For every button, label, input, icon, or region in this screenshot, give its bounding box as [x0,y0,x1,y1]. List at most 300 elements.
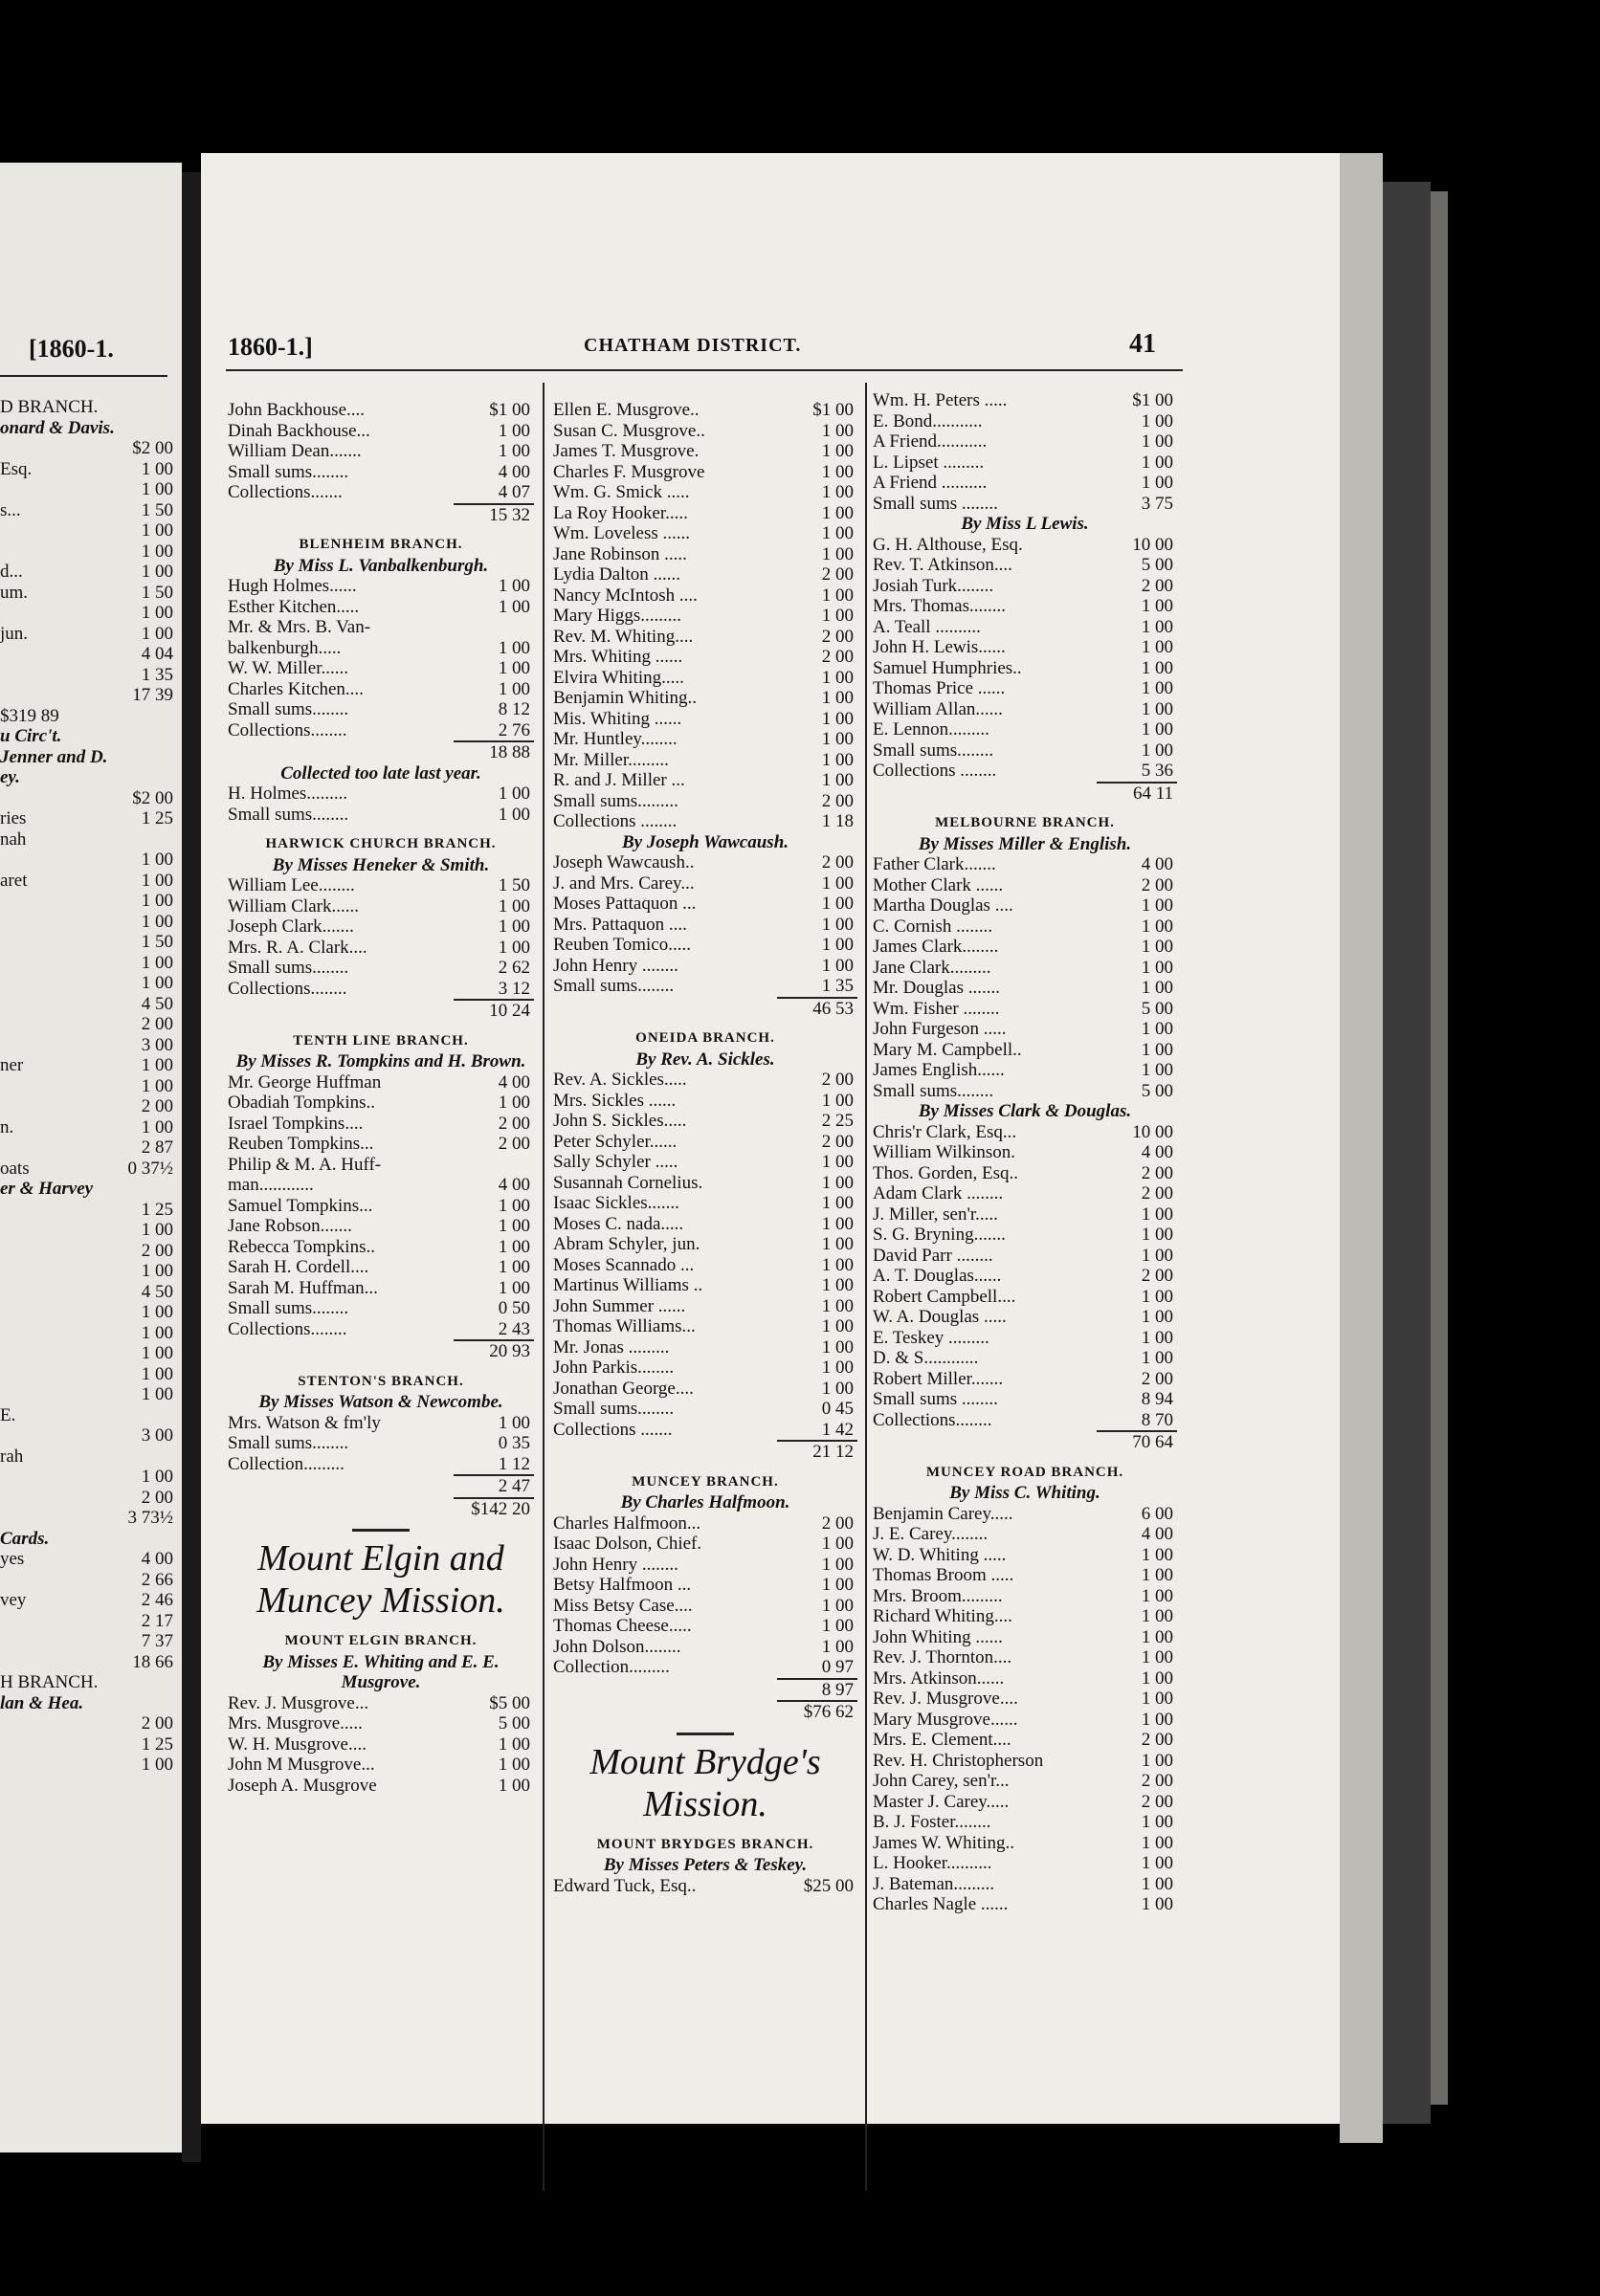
ledger-row [553,1091,857,1112]
left-page-amount: 1 00 [141,1302,173,1322]
contribution-amount: 2 00 [821,790,854,811]
contributor-name: Thos. Gorden, Esq.. [873,1162,1018,1183]
left-page-text: Cards. [0,1528,50,1549]
ledger-row [873,1142,1177,1163]
left-page-row [0,1117,177,1138]
contribution-amount: 1 00 [498,576,530,596]
left-page-row [0,747,177,768]
contributor-name: William Wilkinson. [873,1142,1016,1162]
contributor-name: Mis. Whiting ...... [553,708,682,729]
contributor-name: J. and Mrs. Carey... [553,872,695,894]
ledger-row [873,1348,1177,1369]
contributor-name: Reuben Tompkins... [228,1134,374,1154]
contributor-name: Robert Miller....... [873,1368,1004,1389]
left-page-amount: 1 00 [141,520,173,541]
contribution-amount: 1 00 [1141,937,1173,957]
ledger-row [553,935,857,956]
left-page-text: Jenner and D. [0,746,108,767]
contributor-name: Nancy McIntosh .... [553,585,698,606]
contribution-amount: 2 62 [498,958,530,978]
ledger-row [553,956,857,977]
left-page-amount: 1 50 [141,932,173,952]
ledger-row [228,1278,534,1299]
ledger-row [228,1093,534,1114]
left-page-amount: 1 00 [141,541,173,562]
ledger-row [873,390,1177,411]
contribution-amount: 0 97 [821,1657,854,1677]
ledger-row [228,979,534,1000]
contributor-name: D. & S............ [873,1348,979,1368]
left-page-row [0,1631,177,1652]
contribution-amount: 2 00 [1141,1266,1173,1286]
contribution-amount: 1 00 [821,1554,854,1575]
left-page-amount: 1 35 [141,664,173,685]
contributor-name: Small sums........ [228,1433,349,1453]
contribution-amount: 1 00 [1141,657,1173,678]
left-page-text: H BRANCH. [0,1672,99,1692]
left-page-row [0,1159,177,1180]
book-cover-edge [1431,191,1448,2105]
left-page-row [0,1035,177,1056]
ledger-row [553,688,857,709]
contributor-name: Thomas Cheese..... [553,1616,692,1636]
left-page-amount: 1 00 [141,1467,173,1487]
left-page-row [0,973,177,994]
contributor-name: Collections ........ [873,761,997,781]
left-page-text: onard & Davis. [0,417,115,438]
contribution-amount: 1 00 [1141,1225,1173,1245]
left-page-row [0,1200,177,1221]
contributor-name: James T. Musgrove. [553,441,700,461]
column-1 [228,400,534,1796]
contribution-amount: 1 00 [1141,1894,1173,1914]
ledger-row [873,494,1177,515]
left-page-row [0,1364,177,1385]
collector-line: By Misses R. Tompkins and H. Brown. [235,1051,526,1071]
ledger-row [228,1257,534,1278]
ledger-row [873,719,1177,740]
contribution-amount: 1 00 [498,1195,530,1216]
contribution-amount: 1 00 [821,1295,854,1316]
ledger-row [553,852,857,873]
ledger-row [553,770,857,791]
left-page-amount: 7 37 [141,1631,173,1651]
branch-heading: ONEIDA BRANCH. [635,1030,775,1046]
ledger-row [873,1689,1177,1710]
ledger-row [553,1399,857,1420]
contributor-name: Ellen E. Musgrove.. [553,400,700,420]
ledger-row [873,637,1177,658]
ledger-row [873,1565,1177,1586]
contribution-amount: 1 00 [821,1213,854,1234]
contribution-amount: 1 00 [498,441,530,461]
ledger-row [553,1111,857,1132]
ledger-row [873,1771,1177,1792]
contributor-name: J. Miller, sen'r..... [873,1203,998,1225]
contributor-name: James W. Whiting.. [873,1832,1014,1853]
contribution-amount: 1 00 [1141,1689,1173,1709]
contributor-name: Obadiah Tompkins.. [228,1093,376,1113]
left-page-row [0,726,177,747]
contribution-amount: 2 00 [1141,575,1173,596]
left-page-row [0,1282,177,1303]
ledger-row [873,1668,1177,1689]
contributor-name: Moses Scannado ... [553,1254,695,1275]
left-page-amount: 1 00 [141,1116,173,1137]
ledger-row [873,1812,1177,1833]
ledger-row [553,873,857,894]
ledger-row [228,1175,534,1196]
ledger-row [553,976,857,997]
contribution-amount: 1 00 [821,1090,854,1111]
left-page-row [0,1302,177,1323]
ledger-row [553,1555,857,1576]
contributor-name: Rev. M. Whiting.... [553,626,694,647]
left-page-amount: 1 50 [141,499,173,520]
ledger-row [873,453,1177,474]
ledger-row [553,791,857,812]
contribution-amount: 1 00 [821,770,854,790]
contributor-name: Small sums........ [553,1399,675,1419]
left-page-amount: 1 00 [141,1055,173,1075]
contribution-amount: 1 00 [1141,1060,1173,1080]
left-page-text: um. [0,582,29,603]
subtotal: 18 88 [454,740,534,763]
contributor-name: Joseph Wawcaush.. [553,852,695,872]
left-header-rule [0,375,167,377]
ledger-row [553,1575,857,1596]
left-page-amount [115,418,186,439]
ledger-row [553,1193,857,1214]
left-page-text: Esq. [0,458,33,479]
contribution-amount: 1 00 [821,1275,854,1295]
contributor-name: Collection......... [553,1657,670,1677]
contributor-name: John Whiting ...... [873,1626,1003,1647]
ledger-row [553,1173,857,1194]
contribution-amount: 5 00 [498,1713,530,1733]
contribution-amount: 1 00 [821,708,854,729]
branch-heading: MOUNT ELGIN BRANCH. [284,1633,478,1648]
contribution-amount: 1 00 [1141,957,1173,978]
contributor-name: Sarah H. Cordell.... [228,1257,369,1277]
left-page-row [0,603,177,624]
contribution-amount: 2 76 [498,719,530,740]
contributor-name: A. T. Douglas...... [873,1266,1002,1286]
ledger-row [873,473,1177,494]
ledger-row [228,638,534,659]
contribution-amount: 1 00 [821,461,854,482]
contribution-amount: 1 00 [1141,1832,1173,1853]
left-page-row [0,994,177,1015]
contribution-amount: 1 00 [1141,1544,1173,1565]
page-number: 41 [1129,329,1156,359]
collector-line: By Misses Clark & Douglas. [918,1101,1132,1121]
left-page-amount: 1 00 [141,1075,173,1096]
contributor-name: Rev. J. Musgrove... [228,1692,369,1713]
contributor-name: Rev. J. Musgrove.... [873,1689,1018,1709]
left-page-text: rah [0,1446,24,1467]
collector-line: By Miss C. Whiting. [949,1483,1100,1503]
contribution-amount: 1 00 [821,585,854,606]
left-page-amount: 4 50 [141,993,173,1014]
mission-heading: Mount Brydge's Mission. [589,1741,821,1824]
contribution-amount: 1 00 [1141,1709,1173,1730]
mission-heading: Mount Elgin and Muncey Mission. [256,1538,505,1621]
ledger-row [553,585,857,607]
ledger-row [873,937,1177,958]
contributor-name: Small sums........ [228,804,349,825]
contributor-name: Adam Clark ........ [873,1183,1004,1203]
ledger-row [873,1586,1177,1607]
contribution-amount: 0 45 [821,1399,854,1419]
left-page-amount: 2 66 [141,1569,173,1590]
subtotal: 70 64 [1097,1430,1177,1453]
branch-heading: BLENHEIM BRANCH. [299,537,463,552]
ledger-row [228,1072,534,1093]
contribution-amount: 1 00 [498,678,530,699]
contributor-name: Reuben Tomico..... [553,935,691,955]
left-page-row [0,1611,177,1632]
contribution-amount: 1 00 [821,1254,854,1275]
ledger-row [873,1410,1177,1431]
contribution-amount: 4 00 [498,461,530,482]
contribution-amount: 1 00 [1141,1667,1173,1689]
ledger-row [553,1657,857,1678]
left-page-amount: 1 00 [141,952,173,973]
ledger-row [873,1792,1177,1813]
contributor-name: James English...... [873,1060,1005,1080]
left-page-row [0,871,177,892]
ledger-row [553,1596,857,1617]
contribution-amount: 1 00 [821,482,854,502]
contribution-amount: $5 00 [489,1692,530,1713]
contributor-name: James Clark........ [873,937,999,957]
left-page-row [0,1590,177,1611]
section-rule [677,1733,734,1735]
contribution-amount: 1 00 [821,914,854,935]
left-page-amount: 2 17 [141,1610,173,1631]
left-page-text: oats [0,1158,30,1179]
contribution-amount: 2 00 [498,1134,530,1154]
contributor-name: Peter Schyler...... [553,1131,678,1152]
left-page-row [0,1570,177,1591]
contribution-amount [456,1155,534,1176]
ledger-row [873,1328,1177,1349]
left-page-amount: 1 00 [141,603,173,623]
contributor-name: Hugh Holmes...... [228,576,357,596]
contributor-name: S. G. Bryning....... [873,1225,1006,1245]
branch-heading: MELBOURNE BRANCH. [935,815,1115,830]
contributor-name: Sally Schyler ..... [553,1152,678,1172]
left-page-row [0,1055,177,1076]
subtotal: 46 53 [777,997,857,1020]
ledger-row [228,679,534,700]
contribution-amount: 1 00 [1141,1203,1173,1225]
contribution-amount: 1 00 [821,441,854,461]
ledger-row [873,535,1177,556]
ledger-row [873,1225,1177,1246]
contribution-amount: 2 00 [1141,1368,1173,1389]
contribution-amount: 2 00 [1141,1730,1173,1750]
ledger-row [228,875,534,896]
contribution-amount: 1 00 [1141,410,1173,431]
subtotal: 8 97 [777,1678,857,1701]
ledger-row [228,958,534,979]
contributor-name: J. E. Carey........ [873,1524,989,1544]
ledger-row [228,421,534,442]
collector-line: By Misses Miller & English. [918,833,1132,854]
ledger-row [553,1513,857,1534]
contributor-name: William Allan...... [873,698,1003,719]
contribution-amount: 2 00 [1141,1791,1173,1812]
contributor-name: Wm. H. Peters ..... [873,390,1008,410]
contributor-name: Collection......... [228,1453,344,1474]
ledger-row [873,617,1177,638]
contributor-name: Mrs. Thomas........ [873,596,1006,616]
contribution-amount: 1 00 [1141,616,1173,637]
left-page-amount: 4 00 [141,1549,173,1569]
contributor-name: Martha Douglas .... [873,895,1013,916]
contributor-name: Susannah Cornelius. [553,1172,703,1193]
ledger-row [553,1337,857,1358]
ledger-row [228,896,534,917]
ledger-row [553,1152,857,1173]
ledger-row [228,1237,534,1258]
ledger-row [553,1214,857,1235]
contribution-amount: 1 00 [821,1616,854,1636]
contributor-name: E. Bond........... [873,410,983,431]
contributor-name: Rebecca Tompkins.. [228,1236,375,1257]
left-page-amount: 2 00 [141,1713,173,1733]
contributor-name: G. H. Althouse, Esq. [873,534,1023,555]
left-page-amount: 1 00 [141,562,173,582]
ledger-row [553,544,857,565]
ledger-row [228,1413,534,1434]
contributor-name: E. Teskey ......... [873,1327,989,1348]
left-page-amount [106,1693,177,1714]
contribution-amount: 1 00 [1141,596,1173,616]
contribution-amount: 2 00 [1141,1183,1173,1203]
contributor-name: R. and J. Miller ... [553,770,685,790]
subtotal: 15 32 [454,503,534,526]
left-page-row [0,829,177,850]
contribution-amount: 1 00 [1141,1873,1173,1894]
contributor-name: Israel Tompkins.... [228,1113,364,1134]
ledger-row [553,523,857,544]
left-page-amount: 1 25 [141,1199,173,1220]
contributor-name: Small sums......... [553,790,678,811]
ledger-row [228,1734,534,1755]
contributor-name: John Dolson........ [553,1636,681,1657]
ledger-row [553,1275,857,1296]
contribution-amount: 1 00 [1141,1039,1173,1060]
collector-line: By Joseph Wawcaush. [621,831,789,852]
ledger-row [228,597,534,618]
ledger-row [228,916,534,938]
contributor-name: L. Hooker.......... [873,1853,992,1873]
document-page [201,153,1340,2124]
ledger-row [553,915,857,936]
ledger-row [553,400,857,421]
book-gutter [182,172,201,2162]
left-page-row [0,479,177,500]
contribution-amount: 2 43 [498,1318,530,1339]
left-page-text: lan & Hea. [0,1692,84,1713]
ledger-row [553,1234,857,1255]
collector-line: By Charles Halfmoon. [620,1492,790,1512]
left-page-amount: 2 00 [141,1240,173,1261]
contribution-amount: 1 35 [821,976,854,996]
contributor-name: Jane Robson....... [228,1216,352,1236]
left-page-row [0,1467,177,1488]
ledger-row [553,462,857,483]
contribution-amount: 1 00 [1141,1019,1173,1039]
contribution-amount: 1 00 [1141,1348,1173,1368]
contribution-amount: 2 00 [821,647,854,667]
contribution-amount: 2 00 [821,1131,854,1152]
subtotal: 10 24 [454,999,534,1022]
ledger-row [553,441,857,462]
ledger-row [228,1454,534,1475]
left-page-text: E. [0,1404,16,1425]
ledger-row [873,1163,1177,1184]
header-rule [226,369,1183,371]
contribution-amount: 1 18 [821,811,854,831]
ledger-row [873,1504,1177,1525]
contribution-amount: 2 00 [1141,1162,1173,1183]
ledger-row [228,400,534,421]
contribution-amount: 4 00 [498,1071,530,1093]
ledger-row [228,784,534,805]
contributor-name: Rev. J. Thornton.... [873,1647,1012,1667]
left-page-column [0,397,177,1776]
left-page-row [0,397,177,418]
ledger-row [553,1637,857,1658]
ledger-row [873,1730,1177,1751]
left-page-row [0,624,177,645]
contribution-amount: 1 00 [1141,719,1173,740]
left-page-text: s... [0,499,21,520]
left-page-amount: 1 00 [141,458,173,479]
left-page-amount: 1 50 [141,582,173,603]
collector-line: By Misses E. Whiting and E. E. Musgrove. [262,1651,500,1692]
left-page-row [0,1672,177,1693]
contributor-name: Charles Kitchen.... [228,678,364,699]
left-page-row [0,1014,177,1035]
left-page-amount: 1 00 [141,1220,173,1240]
contribution-amount: 8 70 [1141,1409,1173,1430]
left-page-amount: 17 39 [132,685,173,705]
contributor-name: Collections....... [228,482,343,502]
left-page-text: n. [0,1116,14,1137]
contribution-amount: 2 00 [821,626,854,647]
ledger-row [873,1081,1177,1102]
contributor-name: Thomas Price ...... [873,678,1006,698]
left-page-row [0,1241,177,1262]
contribution-amount: 4 00 [498,1175,530,1195]
contributor-name: Mrs. Atkinson...... [873,1667,1005,1689]
contributor-name: Thomas Williams... [553,1316,696,1336]
left-page-row [0,1261,177,1282]
ledger-row [873,1647,1177,1668]
ledger-row [873,854,1177,875]
ledger-row [873,895,1177,916]
left-page-amount [106,1179,177,1200]
ledger-row [228,441,534,462]
contributor-name: Lydia Dalton ...... [553,564,680,585]
contributor-name: Martinus Williams .. [553,1275,703,1295]
left-page-row [0,562,177,583]
